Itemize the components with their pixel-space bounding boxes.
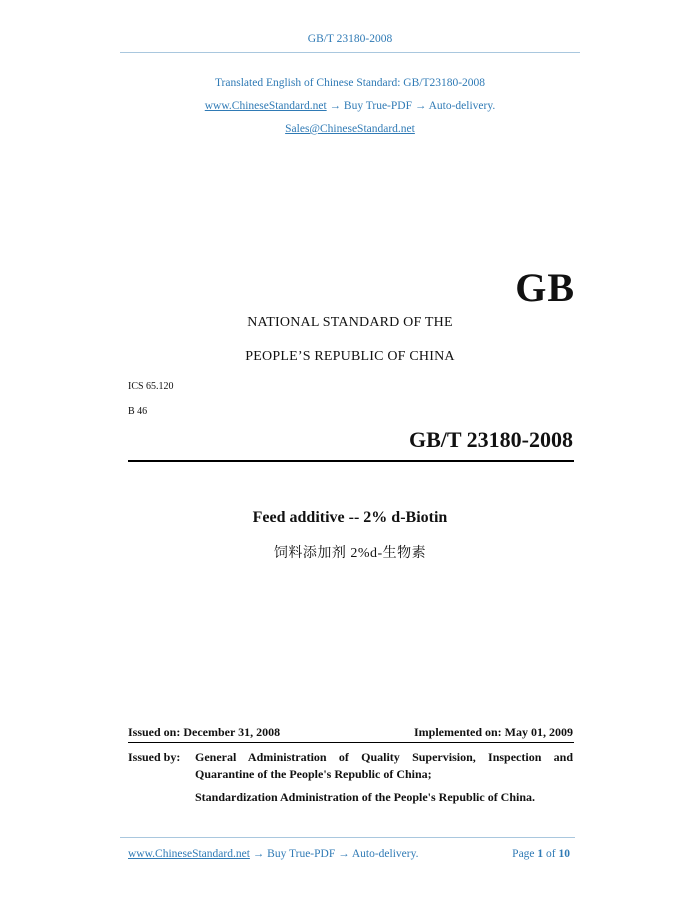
- site-link[interactable]: www.ChineseStandard.net: [204, 100, 327, 112]
- implemented-on: Implemented on: May 01, 2009: [414, 725, 573, 739]
- page-current: 1: [537, 848, 544, 860]
- issuer-1-continued: Quarantine of the People's Republic of China;: [195, 767, 432, 781]
- header-divider: [120, 52, 580, 53]
- title-english: Feed additive -- 2% d-Biotin: [252, 509, 448, 526]
- national-standard-line-1: NATIONAL STANDARD OF THE: [247, 315, 453, 330]
- issuer-2: Standardization Administration of the People's Republic of China.: [195, 790, 536, 804]
- issued-by-label: Issued by:: [128, 750, 181, 764]
- footer-site-link[interactable]: www.ChineseStandard.net: [128, 848, 250, 860]
- email-link[interactable]: Sales@ChineseStandard.net: [285, 123, 415, 135]
- header-standard-code: GB/T 23180-2008: [307, 33, 393, 45]
- standard-number-rule: [128, 460, 574, 462]
- page-indicator: [512, 848, 570, 860]
- footer-divider: [120, 837, 575, 838]
- page-of: of: [546, 848, 556, 860]
- translation-notice: Translated English of Chinese Standard: GB/T23180-2008: [214, 77, 486, 89]
- promo-line: [0, 100, 700, 112]
- gb-mark: GB: [515, 265, 575, 310]
- national-standard-line-2: PEOPLE’S REPUBLIC OF CHINA: [245, 349, 455, 364]
- ics-code: ICS 65.120: [128, 381, 174, 392]
- page-total: 10: [558, 848, 570, 860]
- issued-on: Issued on: December 31, 2008: [128, 725, 281, 739]
- standard-number: GB/T 23180-2008: [408, 427, 573, 452]
- footer-promo: → Buy True-PDF → Auto-delivery.: [252, 848, 419, 860]
- title-chinese: 饲料添加剂 2%d-生物素: [273, 546, 427, 561]
- dates-rule: [128, 742, 574, 743]
- page-prefix: Page: [512, 848, 535, 860]
- ccs-code: B 46: [128, 406, 148, 417]
- promo-text: → Buy True-PDF → Auto-delivery.: [329, 100, 496, 112]
- email-line: [0, 123, 700, 135]
- issuer-1: General Administration of Quality Supervision, Inspection and: [195, 750, 573, 764]
- footer-links: [128, 848, 418, 860]
